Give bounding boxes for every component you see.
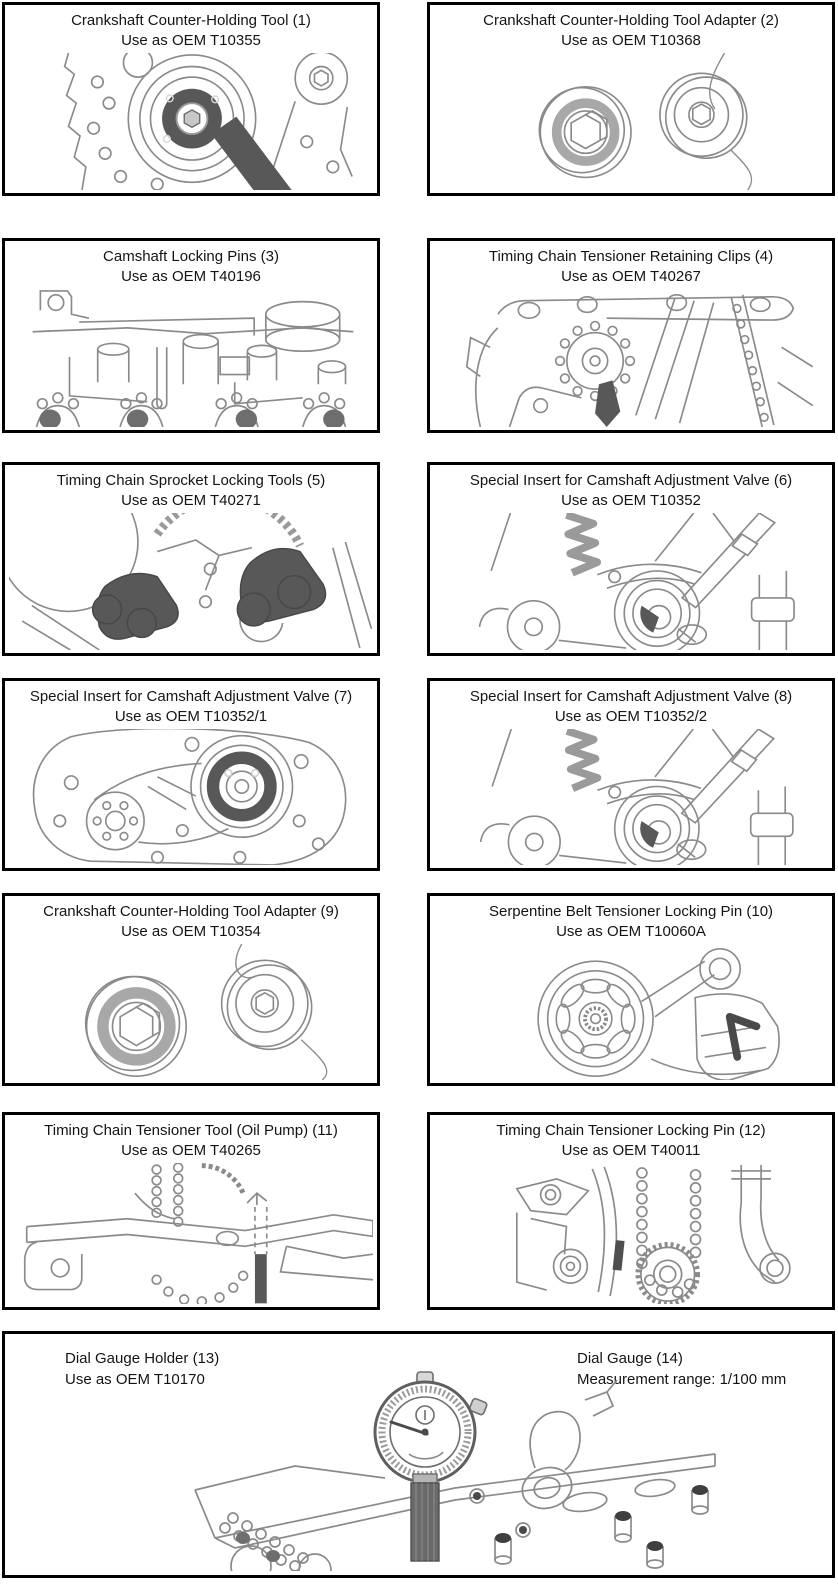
tool-card-9 [2, 893, 380, 1086]
tool-oem: Use as OEM T10352/1 [114, 708, 268, 725]
tool-oem: Use as OEM T10352 [561, 492, 701, 509]
tool-oem: Use as OEM T10368 [561, 32, 701, 49]
tool-oem: Use as OEM T40271 [121, 492, 261, 509]
tool-title: Crankshaft Counter-Holding Tool (1) [71, 12, 311, 29]
tool-card-6 [427, 462, 835, 656]
tool-card-12 [427, 1112, 835, 1310]
dial-gauge-illustration [155, 1370, 772, 1571]
tool-oem: Use as OEM T10354 [121, 923, 261, 940]
tool-oem: Use as OEM T40265 [121, 1142, 261, 1159]
tool-card-13-14 [2, 1331, 835, 1578]
crankshaft-counter-holding-tool-illustration [9, 53, 373, 190]
tool-card-10 [427, 893, 835, 1086]
tool-title: Special Insert for Camshaft Adjustment Valve (8) [469, 688, 793, 705]
camshaft-adjustment-valve-insert-illustration [434, 513, 828, 650]
oil-pump-chain-tensioner-illustration [9, 1163, 373, 1304]
tool-title: Special Insert for Camshaft Adjustment Valve (7) [29, 688, 353, 705]
tool-title: Timing Chain Tensioner Locking Pin (12) [496, 1122, 766, 1139]
tool-card-4 [427, 238, 835, 433]
camshaft-adjustment-valve-insert-illustration [434, 729, 828, 865]
tool-title: Timing Chain Tensioner Retaining Clips (4) [488, 248, 774, 265]
tool-oem: Use as OEM T40267 [561, 268, 701, 285]
camshaft-adjustment-valve-insert-ring-illustration [9, 729, 373, 865]
tool-card-8 [427, 678, 835, 871]
tool-title: Timing Chain Tensioner Tool (Oil Pump) (11) [44, 1122, 338, 1139]
camshaft-locking-pins-illustration [9, 289, 373, 427]
tool-card-7 [2, 678, 380, 871]
tool-oem: Use as OEM T40196 [121, 268, 261, 285]
tool-oem: Use as OEM T10352/2 [554, 708, 708, 725]
tool-oem: Use as OEM T10355 [121, 32, 261, 49]
chain-tensioner-locking-pin-illustration [434, 1163, 828, 1304]
tool-oem: Use as OEM T10060A [556, 923, 706, 940]
tool-title: Dial Gauge Holder (13) [65, 1350, 220, 1367]
crankshaft-adapter-illustration [9, 944, 373, 1080]
chain-tensioner-retaining-clips-illustration [434, 289, 828, 427]
tool-card-2 [427, 2, 835, 196]
tool-title: Camshaft Locking Pins (3) [103, 248, 279, 265]
tool-title: Special Insert for Camshaft Adjustment Valve (6) [469, 472, 793, 489]
tool-oem: Use as OEM T10170 [65, 1371, 205, 1388]
tool-card-3 [2, 238, 380, 433]
tool-title: Dial Gauge (14) [577, 1350, 683, 1367]
chain-sprocket-locking-tools-illustration [9, 513, 373, 650]
tool-title: Crankshaft Counter-Holding Tool Adapter (9) [43, 903, 339, 920]
serpentine-belt-tensioner-illustration [434, 944, 828, 1080]
tool-oem: Measurement range: 1/100 mm [577, 1371, 787, 1388]
crankshaft-adapter-illustration [434, 53, 828, 190]
tool-card-1 [2, 2, 380, 196]
tool-title: Timing Chain Sprocket Locking Tools (5) [56, 472, 326, 489]
tool-title: Crankshaft Counter-Holding Tool Adapter (2) [483, 12, 779, 29]
tool-title: Serpentine Belt Tensioner Locking Pin (10) [488, 903, 774, 920]
tool-card-5 [2, 462, 380, 656]
tool-oem: Use as OEM T40011 [561, 1142, 701, 1159]
tool-card-11 [2, 1112, 380, 1310]
